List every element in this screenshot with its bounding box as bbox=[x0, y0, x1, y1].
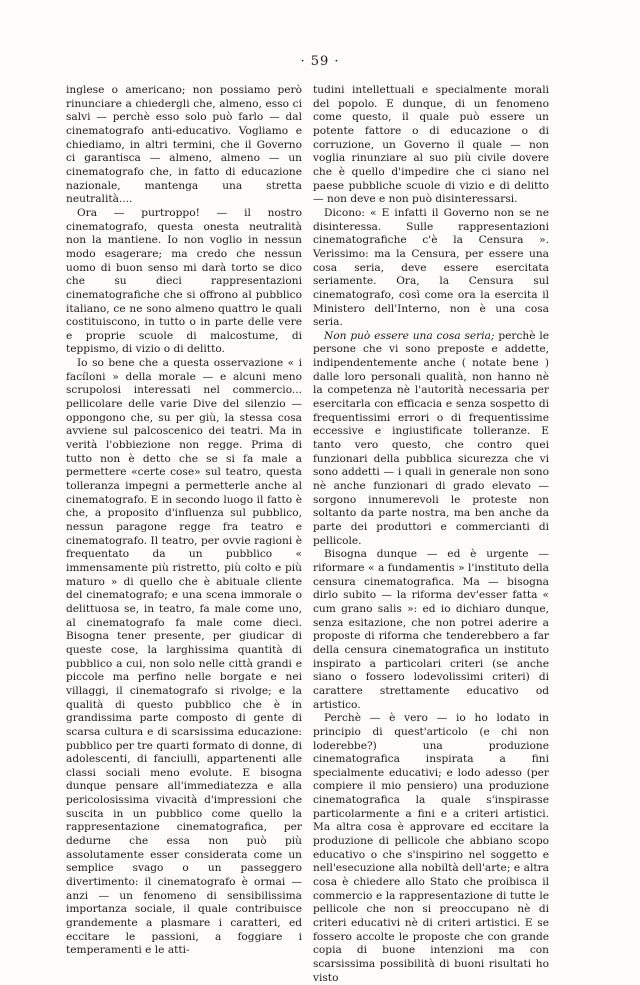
page-number: · 59 · bbox=[300, 54, 340, 69]
paragraph: Dicono: « E infatti il Governo non se ne disinteressa. Sulle rappresentazioni cinematografiche c'è la Censura ». Verissimo: ma la Censura, per essere una cosa seria, deve essere esercitata seriamente. Ora, la Censura sul cinematografo, così come ora la esercita il Ministero dell'Interno, non è una cosa seria. bbox=[313, 206, 549, 329]
italic-phrase: Non può essere una cosa seria; bbox=[324, 329, 495, 342]
paragraph: Bisogna dunque — ed è urgente — riformare « a fundamentis » l'instituto della censura cinematografica. Ma — bisogna dirlo subito — la riforma dev'esser fatta « cum grano salis »: ed io dichiaro dunque, senza esitazione, che non potrei aderire a proposte di riforma che tenderebbero a far della censura cinematografica un instituto inspirato a particolari criteri (se anche siano o fossero lodevolissimi criteri) di carattere strettamente educativo od artistico. bbox=[313, 548, 549, 711]
paragraph-text: perchè le persone che vi sono preposte e addette, indipendentemente anche ( notate bene ) dalle loro personali qualità, non hanno nè la competenza nè l'autorità necessaria per esercitarla con efficacia e senza sospetto di frequentissimi errori o di frequentissime eccessive e ingiustificate tolleranze. E tanto vero questo, che contro quei funzionari della pubblica sicurezza che vi sono addetti — i quali in generale non sono nè anche funzionari di grado elevato — sorgono innumerevoli le proteste non soltanto da parte nostra, ma ben anche da parte dei produttori e commercianti di pellicole. bbox=[313, 329, 549, 547]
paragraph: tudini intellettuali e specialmente morali del popolo. E dunque, di un fenomeno come questo, il quale può essere un potente fattore o di educazione o di corruzione, un Governo il quale — non voglia rinunziare al suo più civile dovere che è quello d'impedire che ci siano nel paese pubbliche scuole di vizio e di delitto — non deve e non può disinteressarsi. bbox=[313, 84, 549, 206]
right-column bbox=[313, 84, 549, 985]
paragraph: Ora — purtroppo! — il nostro cinematografo, questa onesta neutralità non la mantiene. Io non voglio in nessun modo esagerare; ma credo che nessun uomo di buon senso mi darà torto se dico che su dieci rappresentazioni cinematografiche che si offrono al pubblico italiano, ce ne sono almeno quattro le quali costituiscono, in tutto o in parte delle vere e proprie scuole di malcostume, di teppismo, di vizio o di delitto. bbox=[66, 206, 302, 356]
left-column bbox=[66, 84, 302, 958]
paragraph bbox=[313, 330, 549, 549]
paragraph: Io so bene che a questa osservazione « i facíloni » della morale — e alcuni meno scrupolosi interessati nel commercio... pellicolare delle varie Dive del silenzio — oppongono che, su per giù, la stessa cosa avviene sul palcoscenico dei teatri. Ma in verità l'obbiezione non regge. Prima di tutto non è detto che se si fa male a permettere «certe cose» sul teatro, questa tolleranza impegni a permetterle anche al cinematografo. E in secondo luogo il fatto è che, a proposito d'influenza sul pubblico, nessun paragone regge fra teatro e cinematografo. Il teatro, per ovvie ragioni è frequentato da un pubblico « immensamente più ristretto, più colto e più maturo » di quello che è abituale cliente del cinematografo; e una scena immorale o delittuosa se, in teatro, fa male come uno, al cinematografo fa male come dieci. Bisogna tener presente, per giudicar di queste cose, la larghissima quantità di pubblico a cui, non solo nelle città grandi e piccole ma perfino nelle borgate e nei villaggi, il cinematografo si rivolge; e la qualità di questo pubblico che è in grandissima parte composto di gente di scarsa cultura e di scarsissima educazione: pubblico per tre quarti formato di donne, di adolescenti, di fanciulli, appartenenti alle classi sociali meno evolute. E bisogna dunque pensare all'immediatezza e alla pericolosissima vivacità d'impressioni che suscita in un pubblico come quello la rappresentazione cinematografica, per dedurne che essa non può più assolutamente esser considerata come un semplice svago o un passeggero divertimento: il cinematografo è ormai — anzi — un fenomeno di sensibilissima importanza sociale, il quale contribuisce grandemente a plasmare i caratteri, ed eccitare le passioni, a foggiare i temperamenti e le atti- bbox=[66, 357, 302, 957]
paragraph: Perchè — è vero — io ho lodato in principio di quest'articolo (e chi non loderebbe?) una produzione cinematografica inspirata a fini specialmente educativi; e lodo adesso (per compiere il mio pensiero) una produzione cinematografica la quale s'inspirasse particolarmente a fini e a criteri artistici. Ma altra cosa è approvare ed eccitare la produzione di pellicole che abbiano scopo educativo o che s'inspirino nel soggetto e nell'esecuzione alla nobiltà dell'arte; e altra cosa è chiedere allo Stato che proibisca il commercio e la rappresentazione di tutte le pellicole che non si preoccupano nè di criteri educativi nè di criteri artistici. E se fossero accolte le proposte che con grande copia di buone intenzioni ma con scarsissima possibilità di buoni risultati ho visto bbox=[313, 712, 549, 984]
paragraph: inglese o americano; non possiamo però rinunciare a chiedergli che, almeno, esso ci salvi — perchè esso solo può farlo — dal cinematografo anti-educativo. Vogliamo e chiediamo, in altri termini, che il Governo ci garantisca — almeno, almeno — un cinematografo che, in fatto di educazione nazionale, mantenga una stretta neutralità.... bbox=[66, 84, 302, 206]
